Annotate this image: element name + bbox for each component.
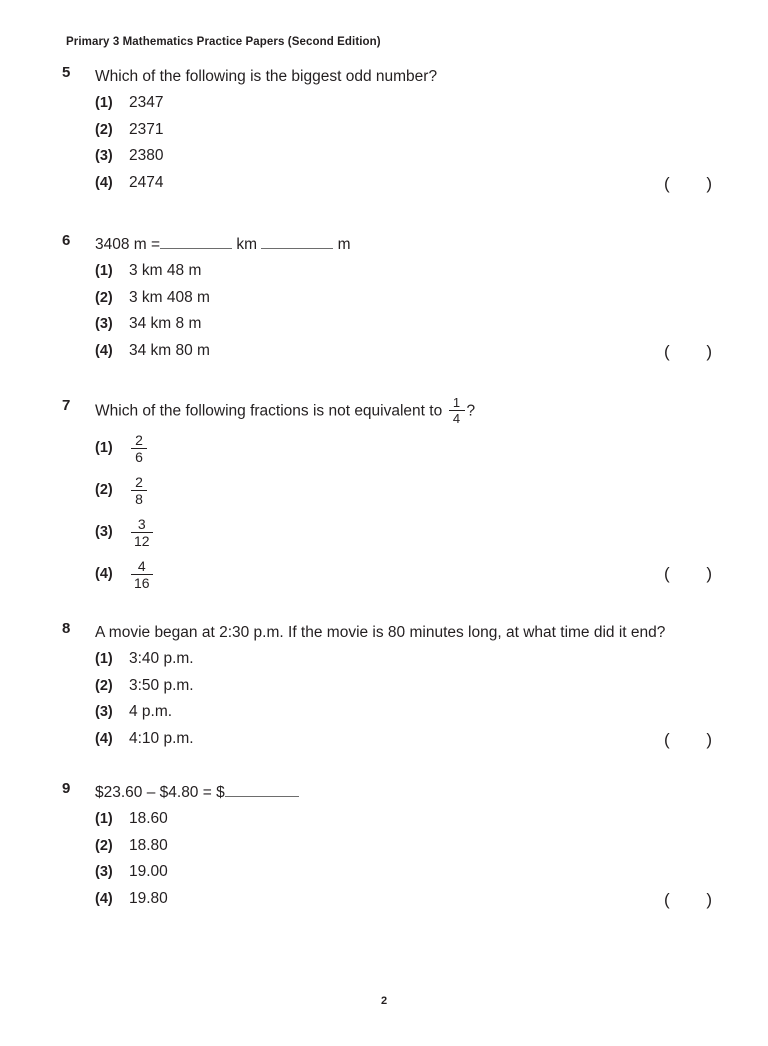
page-header: Primary 3 Mathematics Practice Papers (Second Edition) (66, 36, 381, 48)
option-row[interactable] (95, 90, 706, 117)
option-label: (2) (95, 289, 113, 306)
question-number: 6 (62, 232, 71, 249)
fraction-denominator: 6 (135, 448, 143, 465)
spacer (0, 196, 768, 232)
option-row[interactable] (95, 311, 706, 338)
question-8 (0, 620, 768, 752)
answer-bracket[interactable]: ( ) (663, 341, 728, 361)
option-row[interactable] (95, 143, 706, 170)
question-6 (0, 232, 768, 364)
question-5 (0, 64, 768, 196)
fraction-numerator: 1 (452, 395, 461, 410)
option-row[interactable] (95, 886, 728, 913)
question-stem (95, 397, 705, 426)
option-text: 34 km 80 m (129, 341, 210, 359)
fill-blank-km[interactable] (160, 235, 232, 249)
option-row[interactable] (95, 673, 706, 700)
option-text: 2347 (129, 94, 164, 111)
fill-blank-amount[interactable] (225, 783, 299, 797)
question-body (95, 232, 728, 364)
spacer (0, 752, 768, 780)
fraction-one-quarter (449, 396, 465, 425)
question-stem: Which of the following is the biggest odd number? (95, 68, 438, 85)
option-row[interactable] (95, 646, 706, 673)
option-text: 18.80 (129, 836, 168, 854)
option-text: 4 p.m. (129, 703, 173, 720)
question-9 (0, 780, 768, 912)
stem-lead: $23.60 – $4.80 = $ (95, 784, 225, 801)
option-row[interactable] (95, 553, 728, 595)
option-label: (2) (95, 677, 113, 694)
answer-bracket[interactable]: ( ) (663, 564, 728, 583)
option-row[interactable] (95, 833, 706, 860)
options-list (95, 646, 728, 752)
stem-unit-km: km (236, 236, 258, 253)
option-text: 19.00 (129, 863, 168, 880)
question-number: 7 (62, 397, 71, 414)
fraction-denominator: 8 (135, 490, 143, 507)
answer-bracket[interactable]: ( ) (663, 729, 728, 749)
option-label: (3) (95, 524, 113, 540)
page-number: 2 (380, 995, 388, 1007)
question-body (95, 780, 728, 912)
fraction-numerator: 2 (135, 473, 143, 490)
question-body (95, 395, 728, 595)
fraction-numerator: 3 (137, 515, 146, 532)
option-row[interactable] (95, 258, 706, 285)
spacer (0, 595, 768, 620)
option-text: 18.60 (129, 810, 168, 827)
option-row[interactable] (95, 285, 706, 312)
option-text: 2474 (129, 173, 164, 191)
option-label: (4) (95, 174, 113, 191)
question-stem (95, 232, 705, 257)
option-text: 34 km 8 m (129, 315, 202, 332)
question-number: 9 (62, 780, 71, 797)
option-fraction (131, 517, 153, 548)
option-text: 19.80 (129, 889, 168, 907)
option-label: (3) (95, 148, 113, 164)
option-row[interactable] (95, 859, 706, 886)
option-label: (1) (95, 95, 113, 111)
fill-blank-m[interactable] (261, 235, 333, 249)
question-7 (0, 397, 768, 595)
spacer (0, 364, 768, 397)
question-stem: A movie began at 2:30 p.m. If the movie is 80 minutes long, at what time did it end? (95, 624, 666, 641)
question-body (95, 620, 728, 752)
question-stem (95, 780, 705, 805)
option-label: (1) (95, 811, 113, 827)
option-label: (3) (95, 316, 113, 332)
option-text: 2371 (129, 120, 164, 138)
option-row[interactable] (95, 170, 728, 197)
fraction-numerator: 2 (135, 431, 143, 448)
option-label: (4) (95, 730, 113, 747)
option-label: (2) (95, 121, 113, 138)
fraction-denominator: 4 (452, 411, 461, 426)
option-label: (2) (95, 837, 113, 854)
option-label: (1) (95, 651, 113, 667)
option-row[interactable] (95, 117, 706, 144)
answer-bracket[interactable]: ( ) (663, 173, 728, 193)
stem-lead: Which of the following fractions is not equivalent to (95, 402, 443, 420)
option-text: 3:50 p.m. (129, 676, 194, 694)
question-number: 8 (62, 620, 71, 637)
question-body (95, 64, 728, 196)
option-row[interactable] (95, 699, 706, 726)
options-list (95, 90, 728, 196)
options-list (95, 258, 728, 364)
stem-tail: ? (466, 402, 476, 420)
options-list (95, 427, 728, 595)
option-label: (1) (95, 440, 113, 456)
option-text: 3 km 48 m (129, 262, 202, 279)
option-text: 3 km 408 m (129, 288, 210, 306)
option-text: 4:10 p.m. (129, 729, 194, 747)
option-label: (1) (95, 263, 113, 279)
stem-lead: 3408 m = (95, 236, 161, 253)
answer-bracket[interactable]: ( ) (663, 889, 728, 909)
stem-unit-m: m (337, 236, 351, 253)
option-label: (2) (95, 482, 113, 498)
option-row[interactable] (95, 338, 728, 365)
option-label: (4) (95, 566, 113, 582)
options-list (95, 806, 728, 912)
option-fraction (131, 475, 147, 506)
fraction-denominator: 16 (134, 574, 150, 591)
question-number: 5 (62, 64, 71, 81)
fraction-denominator: 12 (134, 532, 150, 549)
option-label: (3) (95, 704, 113, 720)
questions-container (0, 64, 768, 912)
option-label: (4) (95, 342, 113, 359)
option-label: (4) (95, 890, 113, 907)
fraction-numerator: 4 (137, 557, 146, 574)
option-text: 2380 (129, 147, 164, 164)
option-label: (3) (95, 864, 113, 880)
option-row[interactable] (95, 806, 706, 833)
option-row[interactable] (95, 427, 706, 469)
option-fraction (131, 559, 153, 590)
option-text: 3:40 p.m. (129, 650, 194, 667)
option-row[interactable] (95, 469, 706, 511)
option-row[interactable] (95, 511, 706, 553)
option-row[interactable] (95, 726, 728, 753)
option-fraction (131, 433, 147, 464)
